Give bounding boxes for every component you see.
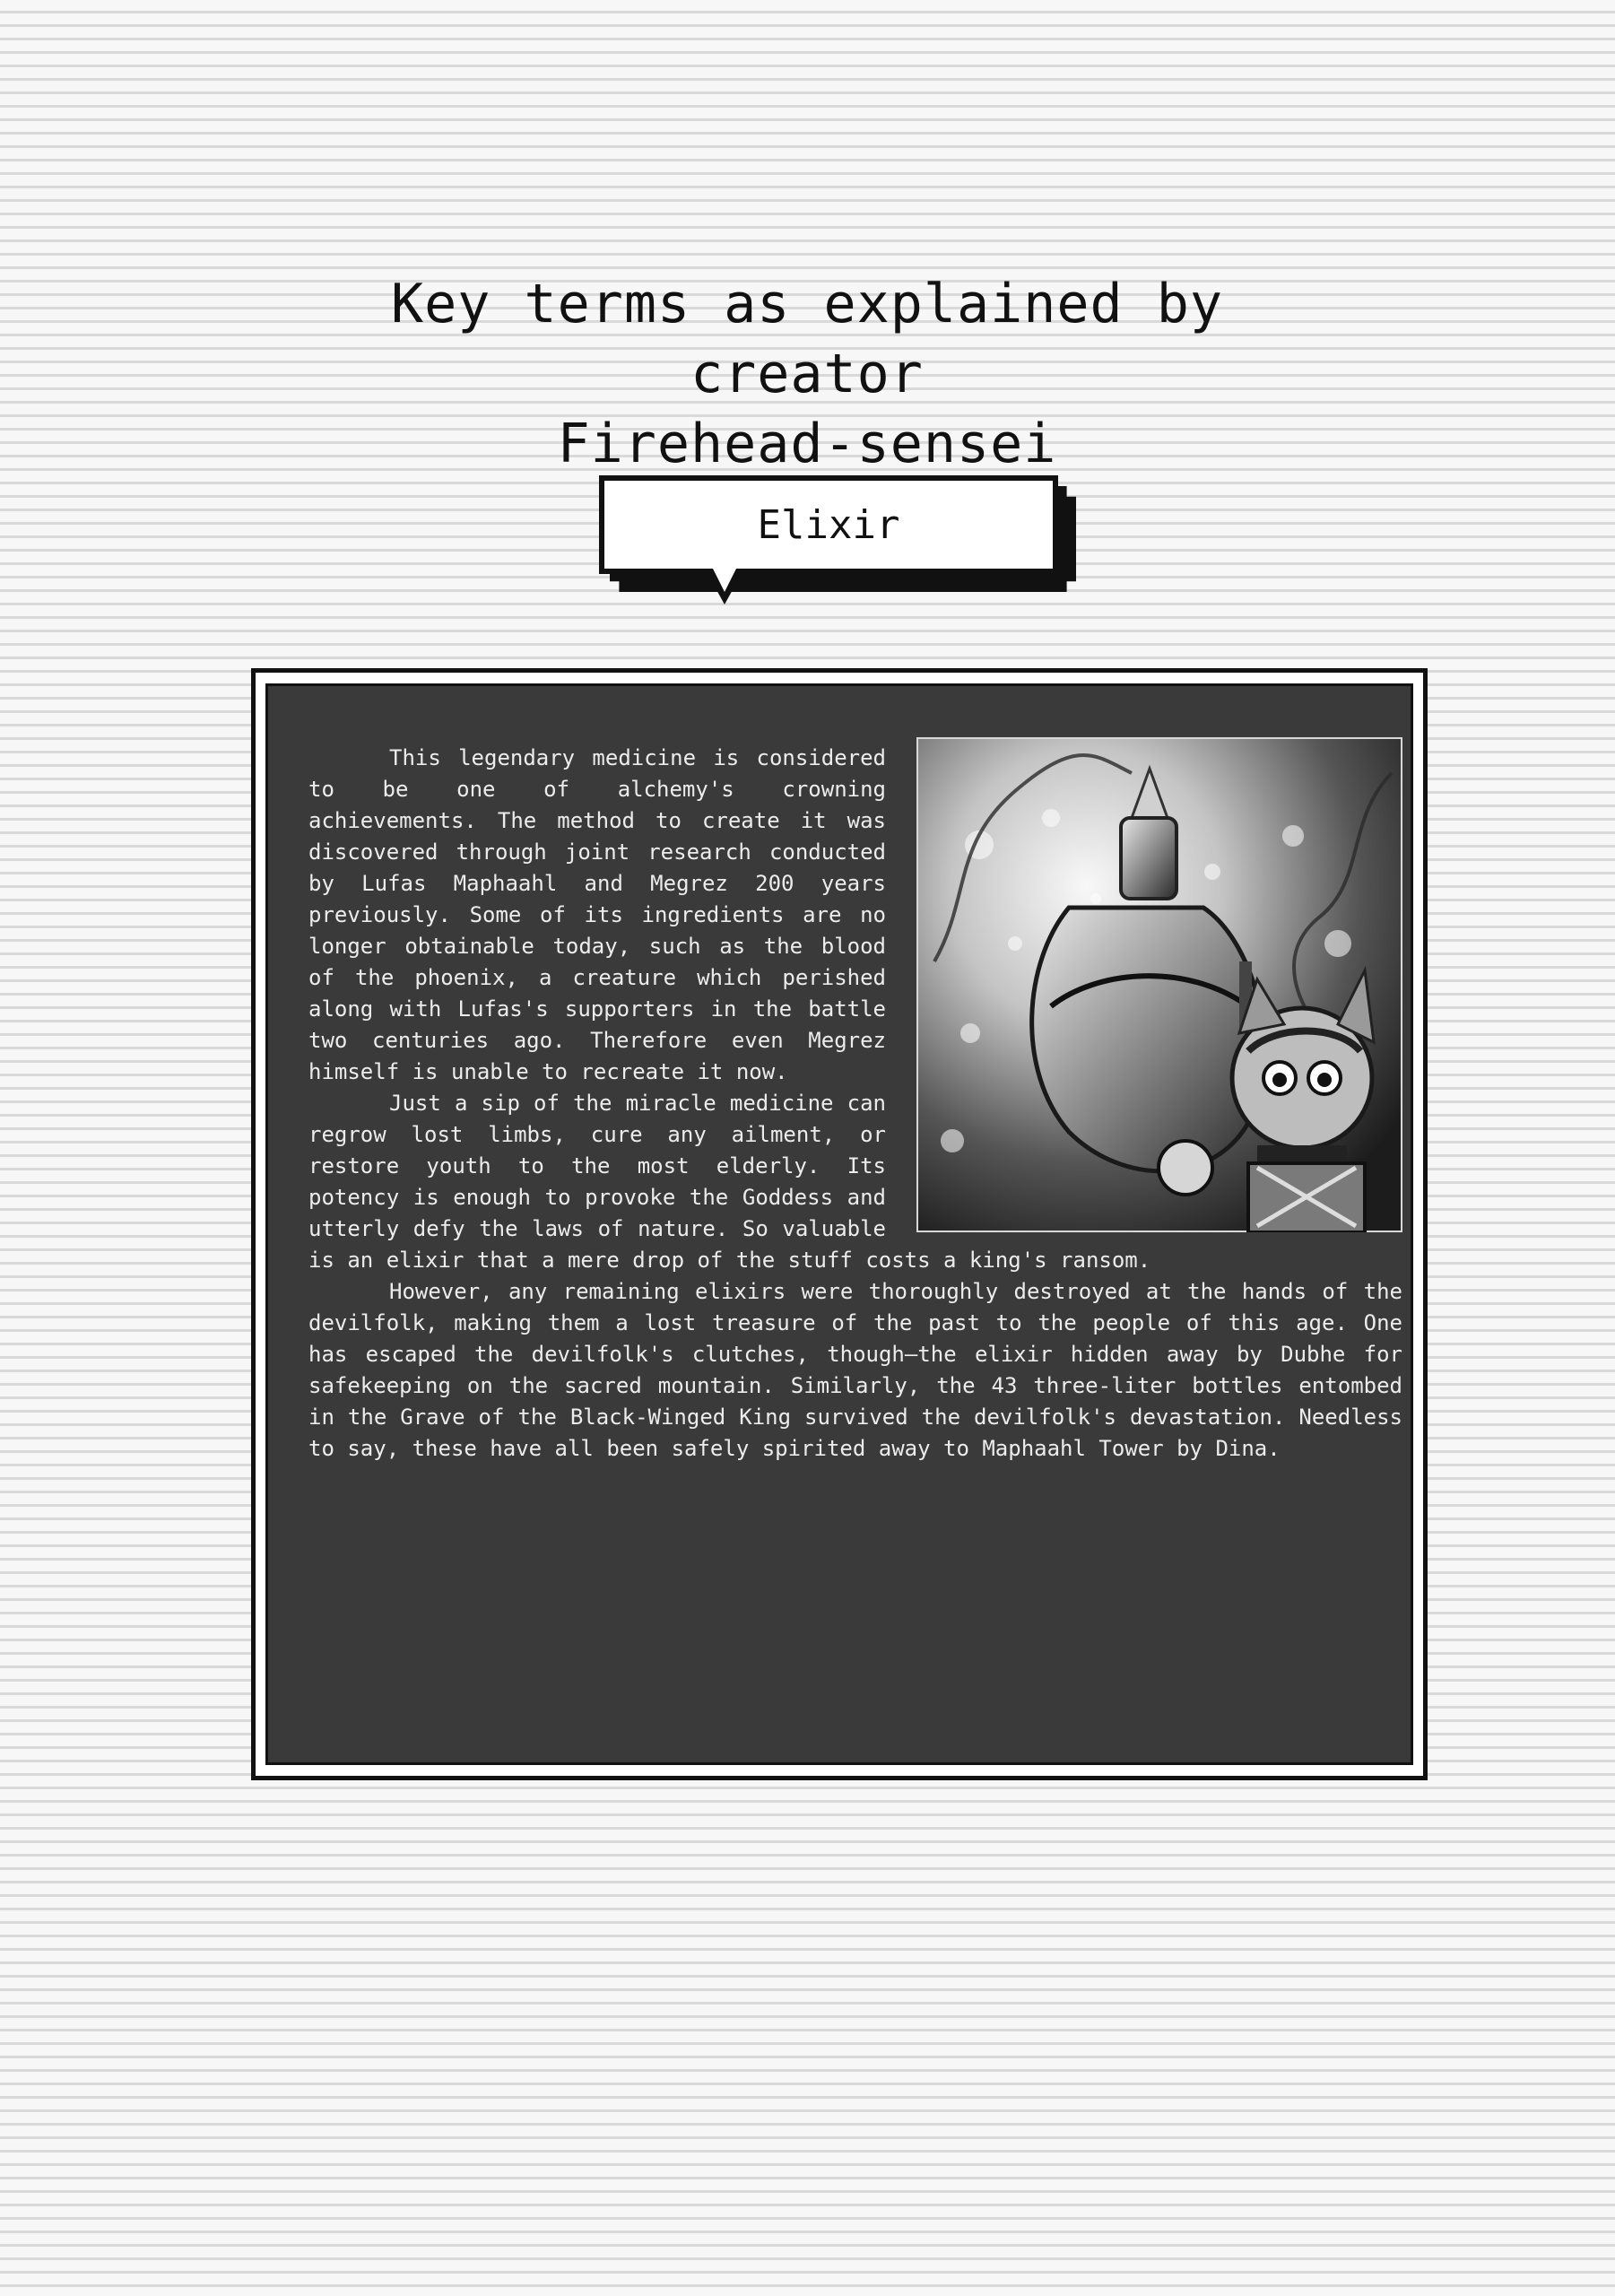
entry-text [308,743,1402,1465]
term-bubble [599,475,1080,619]
entry-paragraph-3: However, any remaining elixirs were thoroughly destroyed at the hands of the devilfolk, making them a lost treasure of the past to the people of this age. One has escaped the devilfolk's clutches, though—the elixir hidden away by Dubhe for safekeeping on the sacred mountain. Similarly, the 43 three-liter bottles entombed in the Grave of the Black-Winged King survived the devilfolk's devastation. Needless to say, these have all been safely spirited away to Maphaahl Tower by Dina. [308,1279,1402,1461]
term-bubble-box [599,475,1058,574]
term-label: Elixir [757,501,900,548]
page-title [269,269,1345,479]
elixir-illustration [916,737,1402,1232]
entry-paragraph-1: This legendary medicine is considered to be one of alchemy's crowning achievements. The method to create it was discovered through joint research conducted by Lufas Maphaahl and Megrez 200 years previously. Some of its ingredients are no longer obtainable today, such as the blood of the phoenix, a creature which perished along with Lufas's supporters in the battle two centuries ago. Therefore even Megrez himself is unable to recreate it now. [308,745,886,1084]
page-title-line-1: Key terms as explained by creator [390,273,1224,405]
page-title-line-2: Firehead-sensei [557,413,1057,475]
term-bubble-tail-inner [712,567,737,592]
entry-paragraph-2: Just a sip of the miracle medicine can regrow lost limbs, cure any ailment, or restore youth to the most elderly. Its potency is enough to provoke the Goddess and utterly defy the laws of nature. So valuable is an elixir that a mere drop of the stuff costs a king's ransom. [308,1091,1151,1273]
